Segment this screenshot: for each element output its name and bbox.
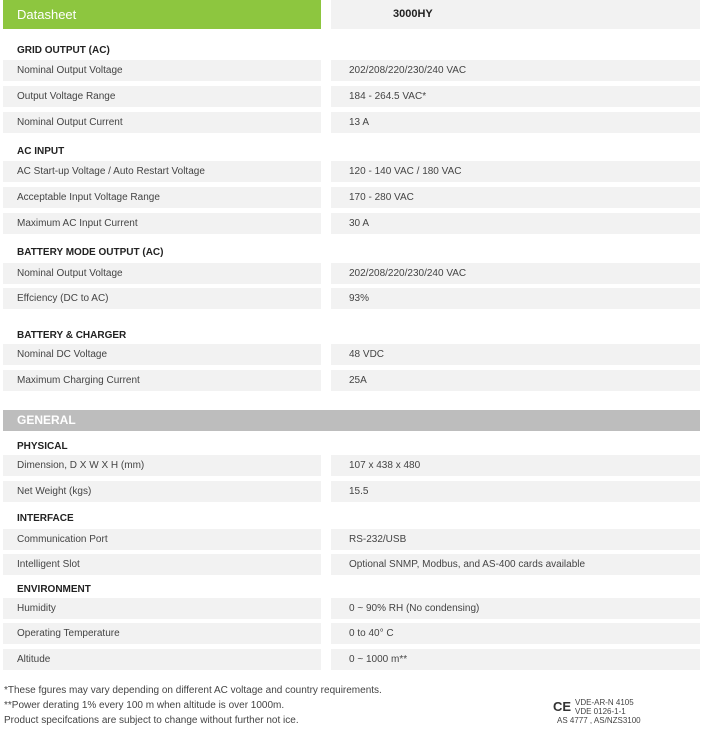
section-battery-mode-output: BATTERY MODE OUTPUT (AC) (17, 247, 164, 258)
spec-value: 93% (331, 288, 700, 309)
spec-label: Acceptable Input Voltage Range (3, 187, 321, 208)
section-ac-input: AC INPUT (17, 146, 65, 157)
spec-value: 0 ~ 1000 m** (331, 649, 700, 670)
spec-value: 107 x 438 x 480 (331, 455, 700, 476)
spec-label: Humidity (3, 598, 321, 619)
spec-value: 0 ~ 90% RH (No condensing) (331, 598, 700, 619)
certification-line: VDE-AR-N 4105 (575, 698, 634, 707)
spec-label: Communication Port (3, 529, 321, 550)
spec-label: Maximum Charging Current (3, 370, 321, 391)
spec-value: 30 A (331, 213, 700, 234)
spec-label: Altitude (3, 649, 321, 670)
spec-label: Nominal DC Voltage (3, 344, 321, 365)
spec-label: Output Voltage Range (3, 86, 321, 107)
section-general: GENERAL (3, 410, 700, 431)
certification-block (553, 698, 673, 726)
spec-label: Effciency (DC to AC) (3, 288, 321, 309)
model-name: 3000HY (331, 0, 700, 29)
datasheet-title: Datasheet (3, 0, 321, 29)
ce-mark-icon: CE (553, 699, 572, 714)
spec-label: AC Start-up Voltage / Auto Restart Voltage (3, 161, 321, 182)
spec-value: 0 to 40° C (331, 623, 700, 644)
spec-value: 13 A (331, 112, 700, 133)
spec-value: 48 VDC (331, 344, 700, 365)
spec-label: Maximum AC Input Current (3, 213, 321, 234)
footnote: Product specifcations are subject to change without further not ice. (4, 715, 299, 726)
spec-value: RS-232/USB (331, 529, 700, 550)
spec-label: Nominal Output Voltage (3, 60, 321, 81)
footnote: **Power derating 1% every 100 m when altitude is over 1000m. (4, 700, 285, 711)
spec-label: Operating Temperature (3, 623, 321, 644)
spec-value: 25A (331, 370, 700, 391)
certification-line: VDE 0126-1-1 (575, 707, 626, 716)
section-grid-output: GRID OUTPUT (AC) (17, 45, 110, 56)
spec-value: 15.5 (331, 481, 700, 502)
spec-label: Nominal Output Current (3, 112, 321, 133)
spec-value: 202/208/220/230/240 VAC (331, 263, 700, 284)
section-battery-charger: BATTERY & CHARGER (17, 330, 127, 341)
spec-value: 170 - 280 VAC (331, 187, 700, 208)
section-environment: ENVIRONMENT (17, 584, 91, 595)
spec-value: 184 - 264.5 VAC* (331, 86, 700, 107)
certification-line: AS 4777 , AS/NZS3100 (557, 716, 641, 725)
spec-value: 202/208/220/230/240 VAC (331, 60, 700, 81)
spec-label: Net Weight (kgs) (3, 481, 321, 502)
spec-label: Dimension, D X W X H (mm) (3, 455, 321, 476)
spec-value: 120 - 140 VAC / 180 VAC (331, 161, 700, 182)
spec-label: Nominal Output Voltage (3, 263, 321, 284)
spec-label: Intelligent Slot (3, 554, 321, 575)
section-interface: INTERFACE (17, 513, 74, 524)
spec-value: Optional SNMP, Modbus, and AS-400 cards available (331, 554, 700, 575)
section-physical: PHYSICAL (17, 441, 68, 452)
footnote: *These fgures may vary depending on different AC voltage and country requirements. (4, 685, 382, 696)
